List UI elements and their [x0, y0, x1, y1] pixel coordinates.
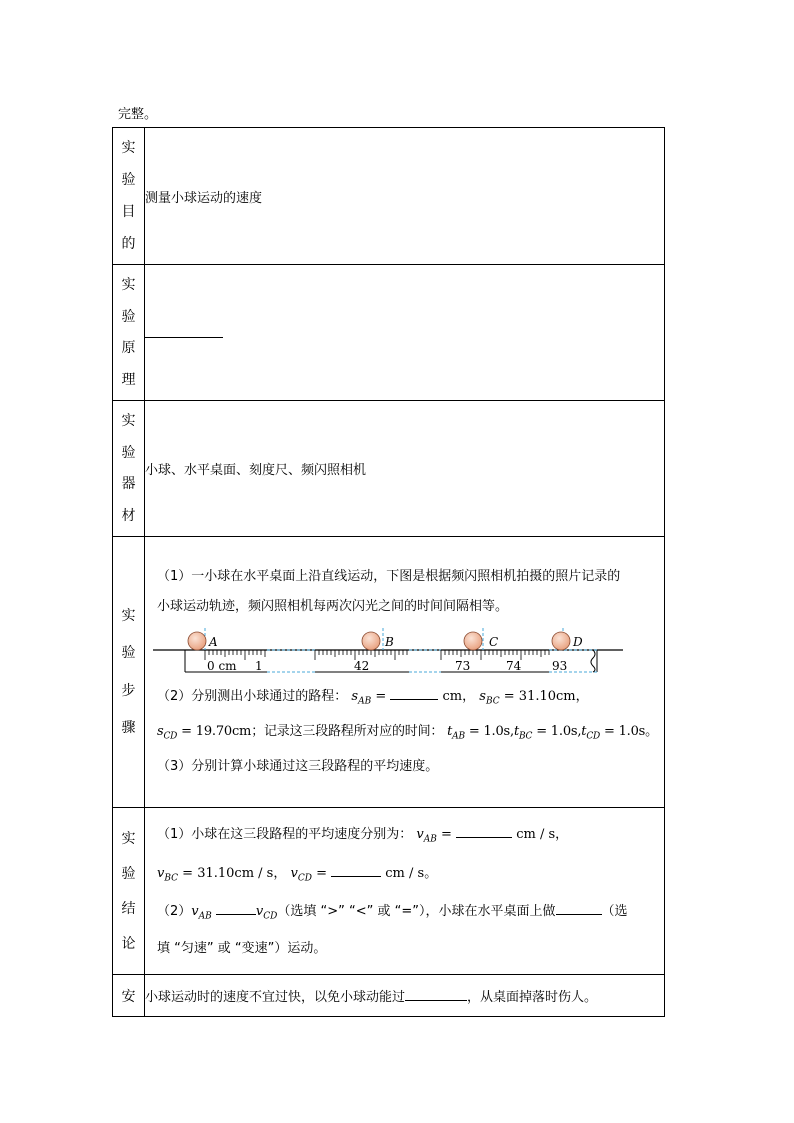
label-conclusion: 实 验 结 论 — [113, 808, 145, 975]
step2-line-a: （2）分别测出小球通过的路程： $s_{AB}$ = cm， $s_{BC} = 31.10cm$， — [157, 682, 664, 717]
tick-label-73: 73 — [455, 659, 471, 674]
tick-label-0: 0 cm — [207, 659, 237, 674]
step3-line: （3）分别计算小球通过这三段路程的平均速度。 — [157, 758, 439, 774]
v-ab-blank[interactable] — [456, 824, 512, 838]
label-a: A — [209, 635, 218, 650]
label-steps: 实 验 步 骤 — [113, 537, 145, 808]
equipment-text: 小球、水平桌面、刻度尺、频闪照相机 — [145, 401, 665, 537]
label-principle: 实 验 原 理 — [113, 265, 145, 401]
label-d: D — [573, 635, 583, 650]
row-purpose — [113, 128, 665, 265]
label-b: B — [385, 635, 394, 650]
row-safety — [113, 975, 665, 1017]
experiment-table — [112, 127, 665, 1017]
ball-c — [464, 632, 482, 650]
row-equipment — [113, 401, 665, 537]
ball-d — [552, 632, 570, 650]
principle-blank[interactable] — [145, 324, 223, 338]
v-cd-blank[interactable] — [331, 863, 381, 877]
conclusion-line-1: （1）小球在这三段路程的平均速度分别为： $v_{AB}$ = cm / s， — [157, 818, 664, 857]
step1-line-a: （1）一小球在水平桌面上沿直线运动，下图是根据频闪照相机拍摄的照片记录的 — [157, 569, 621, 585]
safety-blank[interactable] — [405, 987, 467, 1001]
lead-text: 完整。 — [118, 107, 158, 122]
ball-a — [188, 632, 206, 650]
step1-line-b: 小球运动轨迹，频闪照相机每两次闪光之间的时间间隔相等。 — [157, 599, 509, 615]
label-purpose: 实 验 目 的 — [113, 128, 145, 265]
label-equipment: 实 验 器 材 — [113, 401, 145, 537]
tick-label-1: 1 — [255, 659, 263, 674]
row-steps — [113, 537, 665, 808]
conclusion-cell — [145, 808, 665, 975]
purpose-text: 测量小球运动的速度 — [145, 128, 665, 265]
s-ab-blank[interactable] — [390, 686, 438, 700]
compare-blank[interactable] — [216, 901, 256, 915]
row-principle — [113, 265, 665, 401]
tick-label-74: 74 — [506, 659, 522, 674]
tick-label-42: 42 — [354, 659, 370, 674]
conclusion-line-4: 填 “匀速” 或 “变速”）运动。 — [157, 940, 327, 956]
safety-cell: 小球运动时的速度不宜过快，以免小球动能过 ，从桌面掉落时伤人。 — [145, 975, 665, 1017]
row-conclusion — [113, 808, 665, 975]
label-safety: 安 — [113, 975, 145, 1017]
motion-blank[interactable] — [556, 901, 602, 915]
ruler-diagram — [153, 626, 623, 680]
steps-cell — [145, 537, 665, 808]
ball-b — [362, 632, 380, 650]
label-c: C — [489, 635, 499, 650]
principle-cell — [145, 265, 665, 401]
step2-line-b: $s_{CD} = 19.70cm$；记录这三段路程所对应的时间： $t_{AB} = 1.0s,t_{BC} = 1.0s,t_{CD} = 1.0s$。 — [157, 724, 658, 742]
conclusion-line-3: $(2)v_{AB}$ $v_{CD}$（选填 “>” “<” 或 “=”），小球在水平桌面上做 （选 — [157, 895, 664, 934]
tick-label-93: 93 — [552, 659, 568, 674]
conclusion-line-2: $v_{BC} = 31.10cm / s$， $v_{CD}$ = cm / s。 — [157, 857, 664, 896]
